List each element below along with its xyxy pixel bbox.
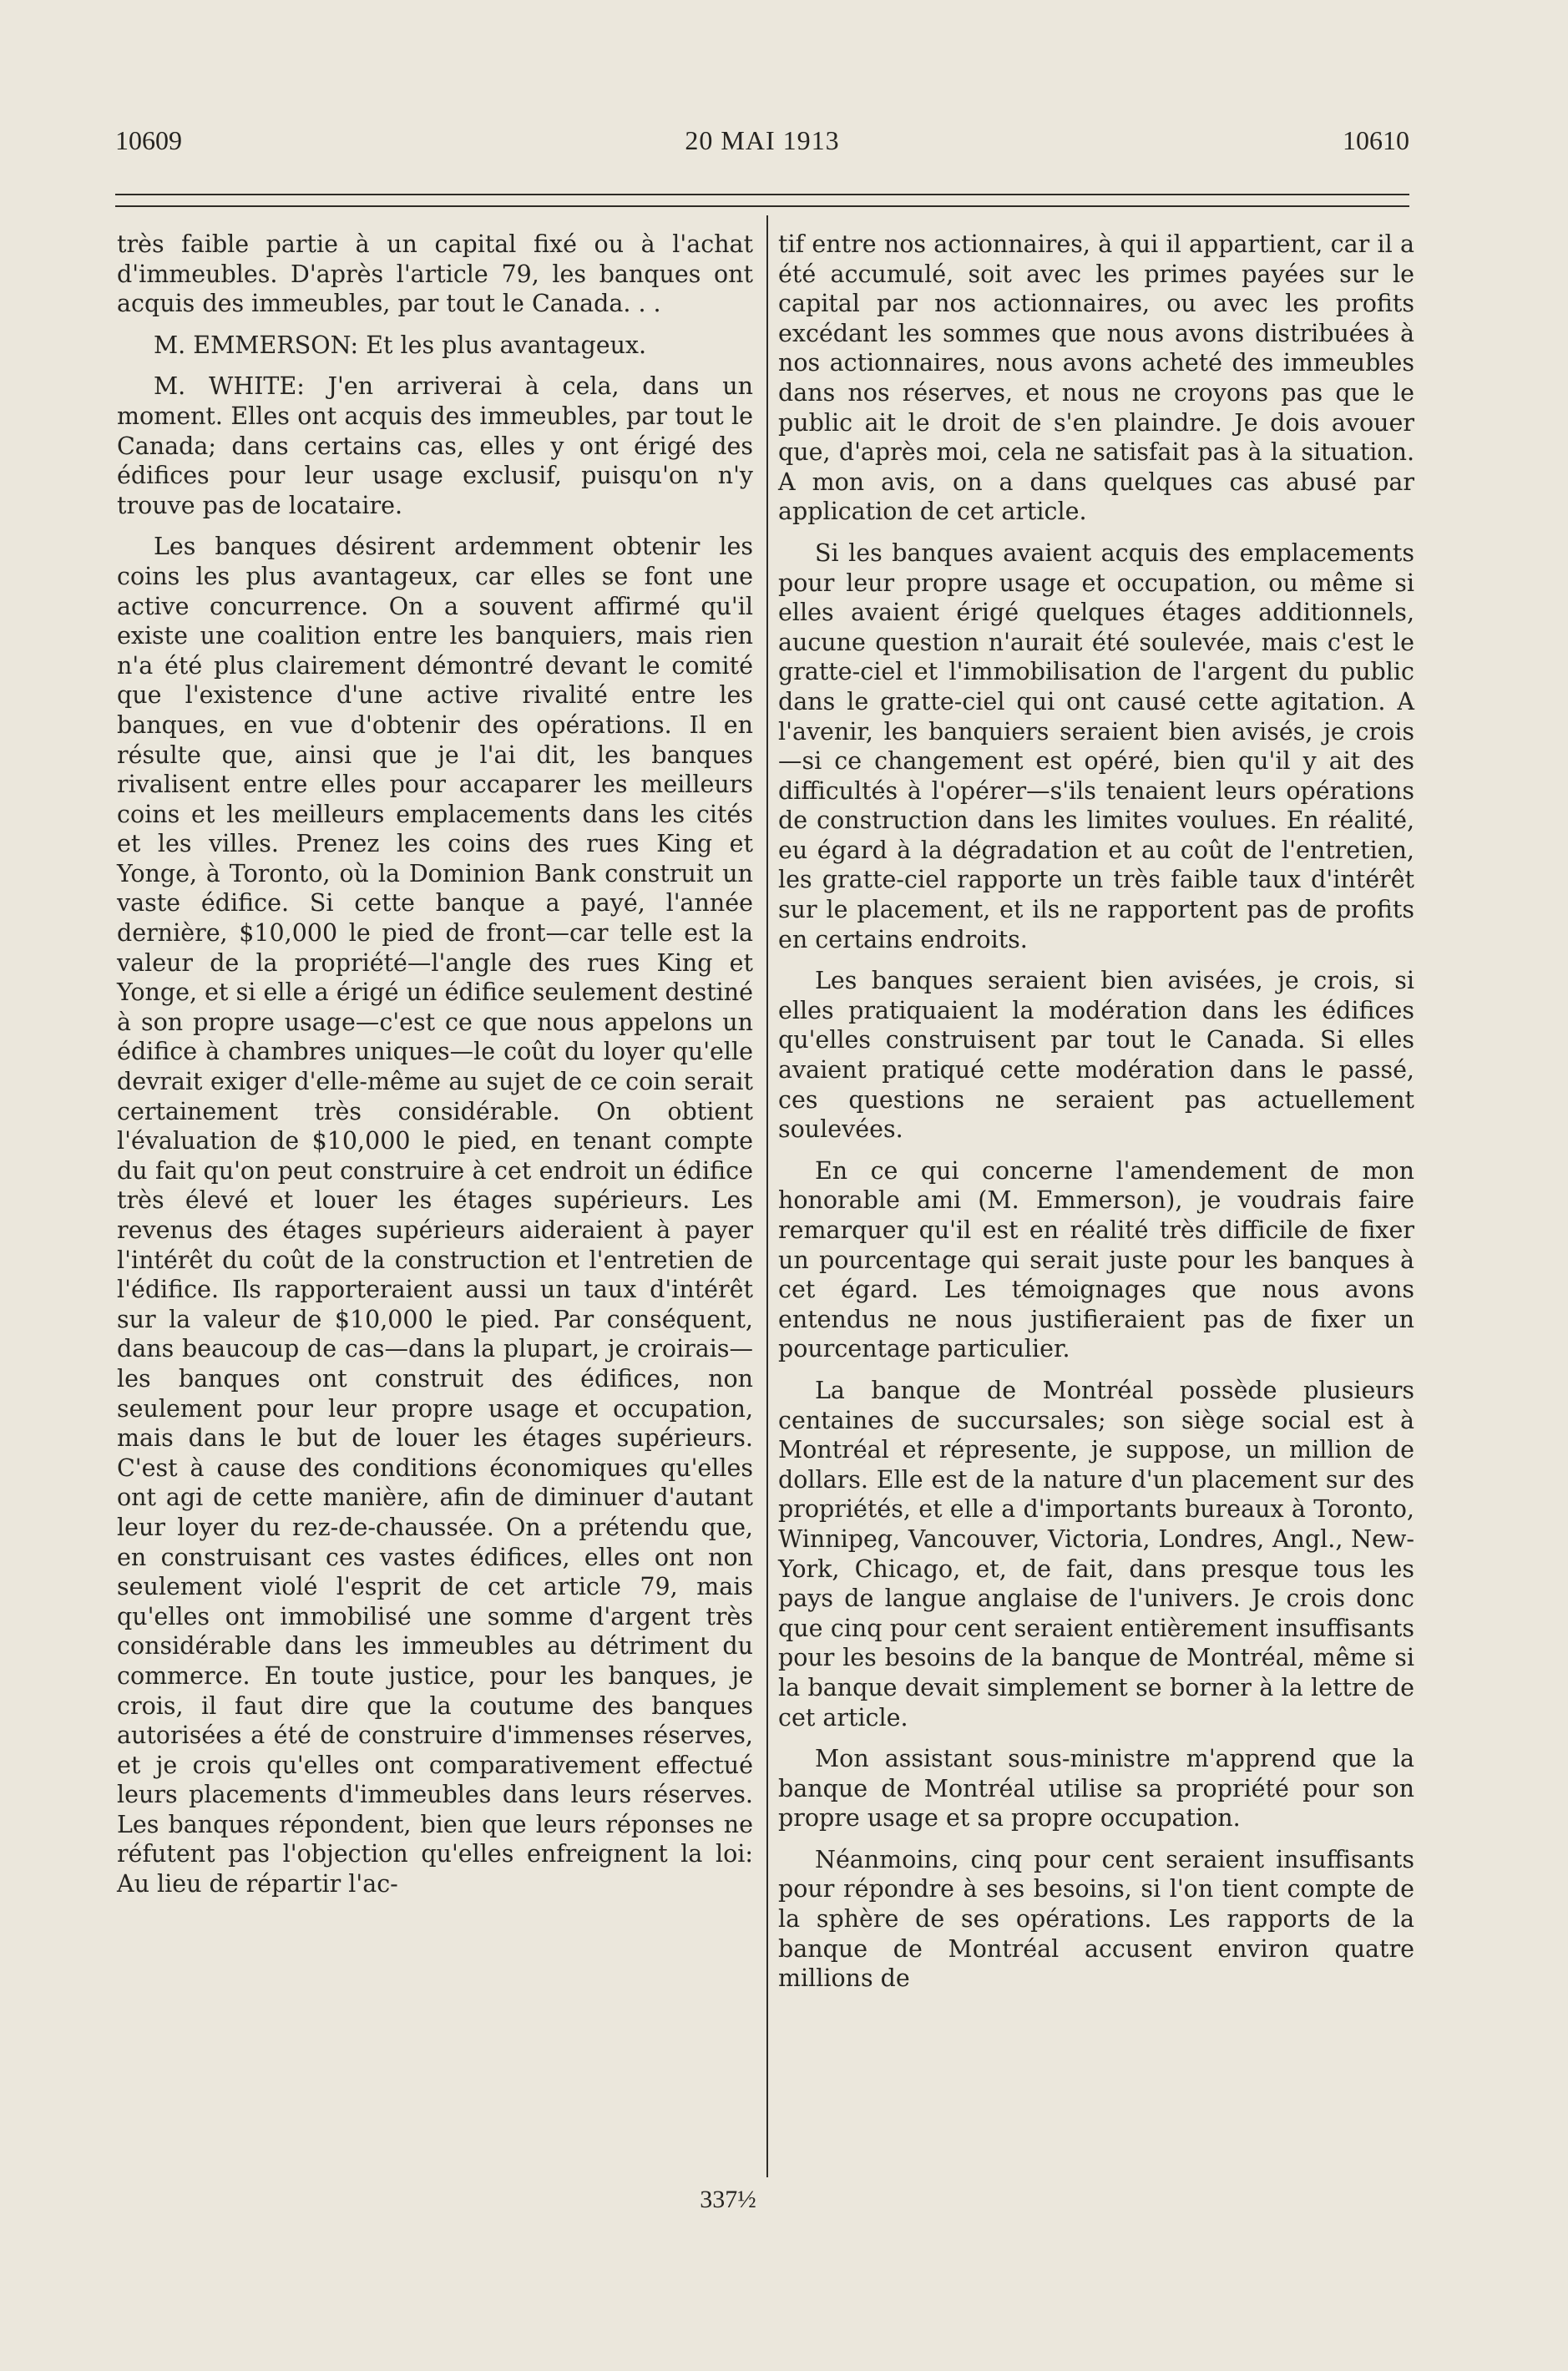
page-number-right: 10610 [1343, 125, 1409, 155]
page-date: 20 MAI 1913 [685, 125, 840, 155]
paragraph: En ce qui concerne l'amendement de mon honorable ami (M. Emmerson), je voudrais faire remarquer qu'il est en réalité très difficile de fixer un pourcentage qui serait juste pour les banques à cet égard. Les témoignages que nous avons entendus ne nous justifieraient pas de fixer un pourcentage particulier. [778, 1156, 1414, 1363]
paragraph: Les banques désirent ardemment obtenir les coins les plus avantageux, car elles se font une active concurrence. On a souvent affirmé qu'il existe une coalition entre les banquiers, mais rien n'a été plus clairement démontré devant le comité que l'existence d'une active rivalité entre les banques, en vue d'obtenir des opérations. Il en résulte que, ainsi que je l'ai dit, les banques rivalisent entre elles pour accaparer les meilleurs coins et les meilleurs emplacements dans les cités et les villes. Prenez les coins des rues King et Yonge, à Toronto, où la Dominion Bank construit un vaste édifice. Si cette banque a payé, l'année dernière, $10,000 le pied de front—car telle est la valeur de la propriété—l'angle des rues King et Yonge, et si elle a érigé un édifice seulement destiné à son propre usage—c'est ce que nous appelons un édifice à chambres uniques—le coût du loyer qu'elle devrait exiger d'elle-même au sujet de ce coin serait certainement très considérable. On obtient l'évaluation de $10,000 le pied, en tenant compte du fait qu'on peut construire à cet endroit un édifice très élevé et louer les étages supérieurs. Les revenus des étages supérieurs aideraient à payer l'intérêt du coût de la construction et l'entretien de l'édifice. Ils rapporteraient aussi un taux d'intérêt sur la valeur de $10,000 le pied. Par conséquent, dans beaucoup de cas—dans la plupart, je croirais—les banques ont construit des édifices, non seulement pour leur propre usage et occupation, mais dans le but de louer les étages supérieurs. C'est à cause des conditions économiques qu'elles ont agi de cette manière, afin de diminuer d'autant leur loyer du rez-de-chaussée. On a prétendu que, en construisant ces vastes édifices, elles ont non seulement violé l'esprit de cet article 79, mais qu'elles ont immobilisé une somme d'argent très considérable dans les immeubles au détriment du commerce. En toute justice, pour les banques, je crois, il faut dire que la coutume des banques autorisées a été de construire d'immenses réserves, et je crois qu'elles ont comparativement effectué leurs placements d'immeubles dans leurs réserves. Les banques répondent, bien que leurs réponses ne réfutent pas l'objection qu'elles enfreignent la loi: Au lieu de répartir l'ac- [117, 533, 753, 1898]
column-divider [766, 215, 768, 2177]
paragraph: Mon assistant sous-ministre m'apprend que la banque de Montréal utilise sa propriété pour son propre usage et sa propre occupation. [778, 1745, 1414, 1833]
paragraph: M. EMMERSON: Et les plus avantageux. [154, 331, 647, 359]
page-number-left: 10609 [115, 125, 182, 155]
header-rule-bottom [115, 205, 1409, 207]
paragraph: Les banques seraient bien avisées, je crois, si elles pratiquaient la modération dans les édifices qu'elles construisent par tout le Canada. Si elles avaient pratiqué cette modération dans le passé, ces questions ne seraient pas actuellement soulevées. [778, 967, 1414, 1144]
header-rule-top [115, 194, 1409, 195]
signature-folio: 337½ [700, 2186, 756, 2213]
paragraph: Si les banques avaient acquis des emplacements pour leur propre usage et occupation, ou même si elles avaient érigé quelques étages additionnels, aucune question n'aurait été soulevée, mais c'est le gratte-ciel et l'immobilisation de l'argent du public dans le gratte-ciel qui ont causé cette agitation. A l'avenir, les banquiers seraient bien avisés, je crois—si ce changement est opéré, bien qu'il y ait des difficultés à l'opérer—s'ils tenaient leurs opérations de construction dans les limites voulues. En réalité, eu égard à la dégradation et au coût de l'entretien, les gratte-ciel rapporte un très faible taux d'intérêt sur le placement, et ils ne rapportent pas de profits en certains endroits. [778, 538, 1414, 953]
paragraph: M. WHITE: J'en arriverai à cela, dans un moment. Elles ont acquis des immeubles, par tout le Canada; dans certains cas, elles y ont érigé des édifices pour leur usage exclusif, puisqu'on n'y trouve pas de locataire. [117, 372, 753, 519]
paragraph: très faible partie à un capital fixé ou à l'achat d'immeubles. D'après l'article 79, les banques ont acquis des immeubles, par tout le Canada. . . [117, 230, 753, 318]
page-header [115, 125, 1409, 175]
paragraph: tif entre nos actionnaires, à qui il appartient, car il a été accumulé, soit avec les primes payées sur le capital par nos actionnaires, ou avec les profits excédant les sommes que nous avons distribuées à nos actionnaires, nous avons acheté des immeubles dans nos réserves, et nous ne croyons pas que le public ait le droit de s'en plaindre. Je dois avouer que, d'après moi, cela ne satisfait pas à la situation. A mon avis, on a dans quelques cas abusé par application de cet article. [778, 230, 1414, 526]
paragraph: Néanmoins, cinq pour cent seraient insuffisants pour répondre à ses besoins, si l'on tient compte de la sphère de ses opérations. Les rapports de la banque de Montréal accusent environ quatre millions de [778, 1845, 1414, 1993]
paragraph: La banque de Montréal possède plusieurs centaines de succursales; son siège social est à Montréal et répresente, je suppose, un million de dollars. Elle est de la nature d'un placement sur des propriétés, et elle a d'importants bureaux à Toronto, Winnipeg, Vancouver, Victoria, Londres, Angl., New-York, Chicago, et, de fait, dans presque tous les pays de langue anglaise de l'univers. Je crois donc que cinq pour cent seraient entièrement insuffisants pour les besoins de la banque de Montréal, même si la banque devait simplement se borner à la lettre de cet article. [778, 1376, 1414, 1731]
left-column [117, 230, 753, 1911]
right-column [778, 230, 1414, 2005]
